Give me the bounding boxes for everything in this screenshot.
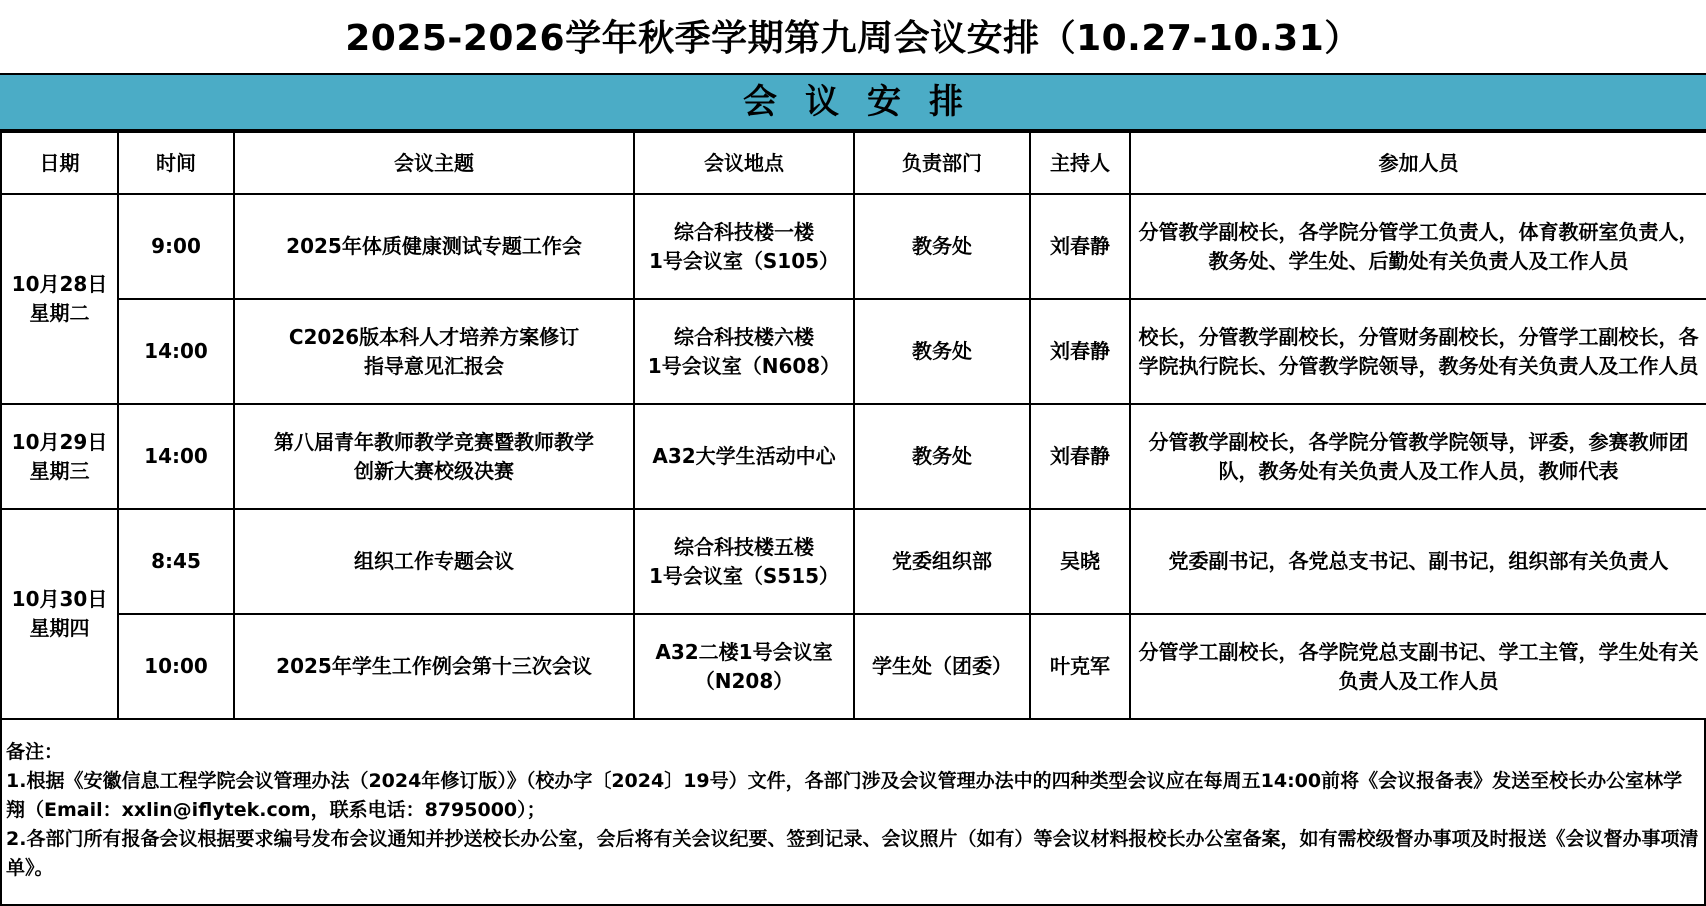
topic-cell: 2025年学生工作例会第十三次会议 (234, 614, 634, 719)
time-cell: 8:45 (118, 509, 234, 614)
date-text: 10月30日 (11, 587, 108, 611)
date-text: 10月28日 (11, 272, 108, 296)
table-row (1, 614, 1706, 719)
date-cell (1, 194, 118, 404)
header-department: 负责部门 (854, 132, 1030, 194)
header-time: 时间 (118, 132, 234, 194)
topic-cell: 2025年体质健康测试专题工作会 (234, 194, 634, 299)
table-row (1, 509, 1706, 614)
department-cell: 教务处 (854, 299, 1030, 404)
attendees-cell: 分管教学副校长，各学院分管教学院领导，评委，参赛教师团队，教务处有关负责人及工作人员，教师代表 (1130, 404, 1706, 509)
weekday-text: 星期三 (29, 458, 90, 483)
location-cell: 综合科技楼一楼 1号会议室（S105） (634, 194, 854, 299)
note-item: 2.各部门所有报备会议根据要求编号发布会议通知并抄送校长办公室，会后将有关会议纪要、签到记录、会议照片（如有）等会议材料报校长办公室备案，如有需校级督办事项及时报送《会议督办事项清单》。 (6, 828, 1699, 879)
attendees-cell: 校长，分管教学副校长，分管财务副校长，分管学工副校长，各学院执行院长、分管教学院领导，教务处有关负责人及工作人员 (1130, 299, 1706, 404)
header-date: 日期 (1, 132, 118, 194)
header-attendees: 参加人员 (1130, 132, 1706, 194)
department-cell: 党委组织部 (854, 509, 1030, 614)
table-row (1, 404, 1706, 509)
location-cell: A32二楼1号会议室 （N208） (634, 614, 854, 719)
banner: 会议安排 (0, 73, 1706, 131)
weekday-text: 星期二 (29, 301, 90, 325)
table-row (1, 299, 1706, 404)
notes-section (0, 720, 1706, 906)
host-cell: 叶克军 (1030, 614, 1130, 719)
host-cell: 刘春静 (1030, 194, 1130, 299)
date-cell (1, 404, 118, 509)
host-cell: 刘春静 (1030, 404, 1130, 509)
header-row (1, 132, 1706, 194)
host-cell: 刘春静 (1030, 299, 1130, 404)
schedule-table (0, 131, 1706, 720)
topic-cell: C2026版本科人才培养方案修订 指导意见汇报会 (234, 299, 634, 404)
time-cell: 14:00 (118, 299, 234, 404)
topic-cell: 第八届青年教师教学竞赛暨教师教学 创新大赛校级决赛 (234, 404, 634, 509)
location-cell: 综合科技楼六楼 1号会议室（N608） (634, 299, 854, 404)
attendees-cell: 分管教学副校长，各学院分管学工负责人，体育教研室负责人，教务处、学生处、后勤处有关负责人及工作人员 (1130, 194, 1706, 299)
time-cell: 9:00 (118, 194, 234, 299)
header-location: 会议地点 (634, 132, 854, 194)
host-cell: 吴晓 (1030, 509, 1130, 614)
notes-heading: 备注： (6, 741, 64, 763)
topic-cell: 组织工作专题会议 (234, 509, 634, 614)
department-cell: 学生处（团委） (854, 614, 1030, 719)
department-cell: 教务处 (854, 194, 1030, 299)
header-host: 主持人 (1030, 132, 1130, 194)
time-cell: 10:00 (118, 614, 234, 719)
header-topic: 会议主题 (234, 132, 634, 194)
page-title: 2025-2026学年秋季学期第九周会议安排（10.27-10.31） (345, 18, 1361, 59)
attendees-cell: 分管学工副校长，各学院党总支副书记、学工主管，学生处有关负责人及工作人员 (1130, 614, 1706, 719)
attendees-cell: 党委副书记，各党总支书记、副书记，组织部有关负责人 (1130, 509, 1706, 614)
location-cell: A32大学生活动中心 (634, 404, 854, 509)
department-cell: 教务处 (854, 404, 1030, 509)
date-cell (1, 509, 118, 719)
note-item: 1.根据《安徽信息工程学院会议管理办法（2024年修订版）》（校办字〔2024〕19号）文件，各部门涉及会议管理办法中的四种类型会议应在每周五14:00前将《会议报备表》发送至校长办公室林学翔（Email：xxlin@iflytek.com，联系电话：8795000）； (6, 770, 1683, 821)
location-cell: 综合科技楼五楼 1号会议室（S515） (634, 509, 854, 614)
weekday-text: 星期四 (29, 616, 90, 640)
table-row (1, 194, 1706, 299)
date-text: 10月29日 (11, 429, 108, 454)
time-cell: 14:00 (118, 404, 234, 509)
